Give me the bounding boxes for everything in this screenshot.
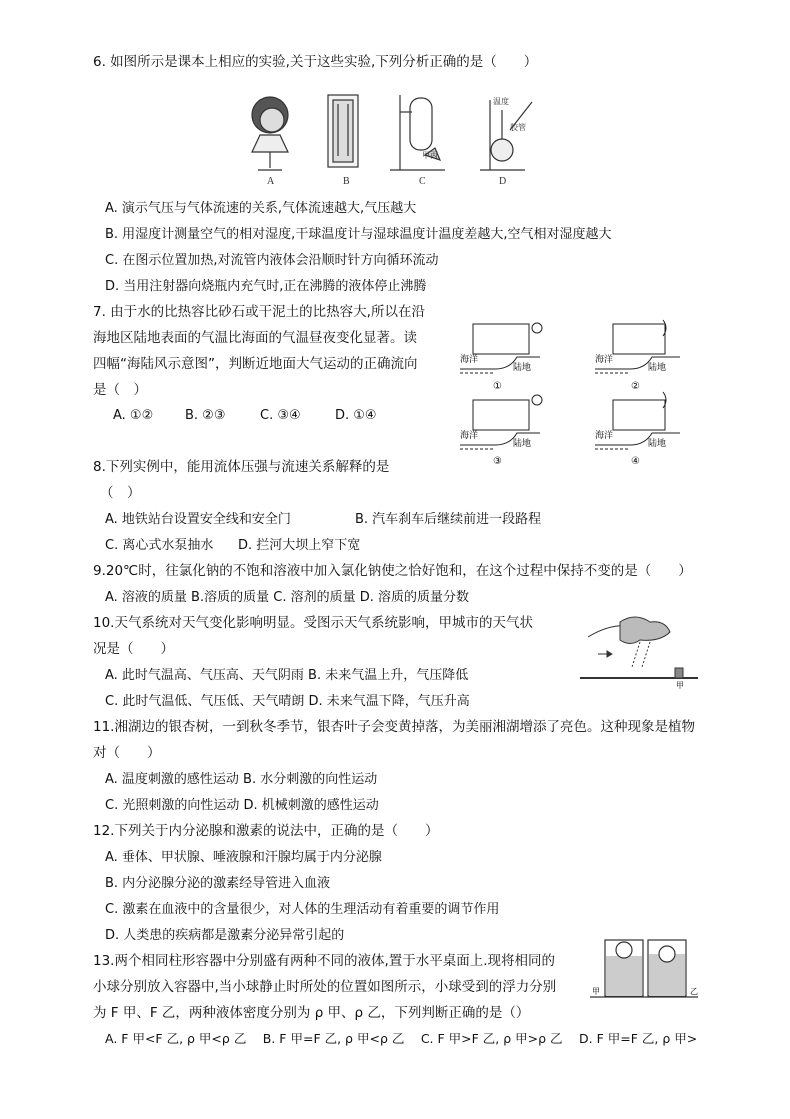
q6-fig-label-a: A bbox=[267, 176, 275, 187]
q6-fig-label-c: C bbox=[419, 176, 426, 187]
q7-land-label-1: 陆地 bbox=[513, 363, 532, 373]
q10-option-ab: A. 此时气温高、气压高、天气阴雨 B. 未来气温上升，气压降低 bbox=[105, 668, 469, 683]
q13-line-2: 小球分别放入容器中,当小球静止时所处的位置如图所示，小球受到的浮力分别 bbox=[93, 979, 557, 995]
q6-stem: 6. 如图所示是课本上相应的实验,关于这些实验,下列分析正确的是（ ） bbox=[93, 54, 538, 70]
q6-fig-c-label: 甲丙 bbox=[422, 151, 438, 160]
q10-weather-front-figure bbox=[580, 612, 700, 690]
q12-option-b: B. 内分泌腺分泌的激素经导管进入血液 bbox=[105, 876, 331, 891]
q8-option-c: C. 离心式水泵抽水 bbox=[105, 538, 214, 553]
q6-option-c: C. 在图示位置加热,对流管内液体会沿顺时针方向循环流动 bbox=[105, 253, 439, 268]
q7-num-2: ② bbox=[631, 381, 640, 392]
q7-line-4: 是（ ） bbox=[93, 382, 147, 398]
q13-line-1: 13.两个相同柱形容器中分别盛有两种不同的液体,置于水平桌面上.现将相同的 bbox=[93, 953, 556, 969]
q10-option-cd: C. 此时气温低、气压低、天气晴朗 D. 未来气温下降，气压升高 bbox=[105, 694, 470, 709]
q6-fig-label-b: B bbox=[343, 176, 350, 187]
q11-option-cd: C. 光照刺激的向性运动 D. 机械刺激的感性运动 bbox=[105, 798, 379, 813]
q7-diagram-2 bbox=[595, 320, 680, 373]
q10-line-2: 况是（ ） bbox=[93, 641, 174, 657]
q6-fig-b-hygrometer bbox=[328, 95, 358, 167]
q7-line-3: 四幅“海陆风示意图”，判断近地面大气运动的正确流向 bbox=[93, 356, 418, 372]
q7-option-b: B. ②③ bbox=[185, 408, 226, 423]
q12-option-a: A. 垂体、甲状腺、唾液腺和汗腺均属于内分泌腺 bbox=[105, 850, 382, 865]
q8-option-d: D. 拦河大坝上窄下宽 bbox=[238, 538, 361, 553]
q7-num-3: ③ bbox=[493, 456, 502, 467]
q8-option-a: A. 地铁站台设置安全线和安全门 bbox=[105, 512, 291, 527]
q7-line-2: 海地区陆地表面的气温比海面的气温昼夜变化显著。读 bbox=[93, 330, 417, 346]
q6-fig-label-d: D bbox=[499, 176, 507, 187]
q11-option-ab: A. 温度刺激的感性运动 B. 水分刺激的向性运动 bbox=[105, 772, 378, 787]
q6-fig-d-flask-syringe bbox=[480, 100, 532, 170]
q7-sea-label-3: 海洋 bbox=[460, 431, 479, 441]
q7-figure bbox=[455, 312, 685, 467]
q13-label-yi: 乙 bbox=[690, 987, 698, 996]
q7-sea-label-2: 海洋 bbox=[595, 355, 614, 365]
q6-option-b: B. 用湿度计测量空气的相对湿度,干球温度计与湿球温度计温度差越大,空气相对湿度越大 bbox=[105, 227, 612, 242]
q7-line-1: 7. 由于水的比热容比砂石或干泥土的比热容大,所以在沿 bbox=[93, 304, 425, 320]
q7-option-d: D. ①④ bbox=[335, 408, 377, 423]
q7-sun-icon-3 bbox=[532, 395, 542, 405]
q10-line-1: 10.天气系统对天气变化影响明显。受图示天气系统影响，甲城市的天气状 bbox=[93, 615, 533, 631]
q7-sun-icon-1 bbox=[532, 323, 542, 333]
q7-option-c: C. ③④ bbox=[260, 408, 301, 423]
q6-fig-d-temp-label: 温度 bbox=[493, 97, 509, 106]
q6-fig-d-tube-label: 胶管 bbox=[510, 123, 526, 132]
q11-line-2: 对（ ） bbox=[93, 745, 161, 761]
q12-option-d: D. 人类患的疾病都是激素分泌异常引起的 bbox=[105, 928, 345, 943]
q7-sea-label-1: 海洋 bbox=[460, 355, 479, 365]
q6-option-a: A. 演示气压与气体流速的关系,气体流速越大,气压越大 bbox=[105, 201, 417, 216]
q13-label-jia: 甲 bbox=[592, 987, 600, 996]
q12-stem: 12.下列关于内分泌腺和激素的说法中，正确的是（ ） bbox=[93, 823, 439, 839]
q8-option-b: B. 汽车刹车后继续前进一段路程 bbox=[355, 512, 542, 527]
q10-city-icon bbox=[675, 668, 683, 678]
q9-options: A. 溶液的质量 B.溶质的质量 C. 溶剂的质量 D. 溶质的质量分数 bbox=[105, 590, 469, 605]
q7-option-a: A. ①② bbox=[113, 408, 154, 423]
q6-fig-a-boy-funnel bbox=[252, 97, 288, 170]
q7-num-1: ① bbox=[493, 381, 502, 392]
q6-figure bbox=[240, 90, 540, 188]
q7-land-label-3: 陆地 bbox=[513, 439, 532, 449]
q10-city-label: 甲 bbox=[676, 681, 684, 690]
q13-line-3: 为 F 甲、F 乙，两种液体密度分别为 ρ 甲、ρ 乙，下列判断正确的是（） bbox=[93, 1005, 530, 1021]
q7-num-4: ④ bbox=[631, 456, 640, 467]
q8-line-2: （ ） bbox=[100, 485, 141, 501]
q11-line-1: 11.湘湖边的银杏树，一到秋冬季节，银杏叶子会变黄掉落，为美丽湘湖增添了亮色。这种现象是植物 bbox=[93, 719, 695, 735]
q8-line-1: 8.下列实例中，能用流体压强与流速关系解释的是 bbox=[93, 459, 390, 475]
q7-land-label-2: 陆地 bbox=[648, 363, 667, 373]
q13-containers-figure bbox=[590, 936, 700, 1002]
q7-sea-label-4: 海洋 bbox=[595, 431, 614, 441]
q7-land-label-4: 陆地 bbox=[648, 439, 667, 449]
q9-stem: 9.20℃时，往氯化钠的不饱和溶液中加入氯化钠使之恰好饱和，在这个过程中保持不变的是（ ） bbox=[93, 563, 692, 579]
q6-option-d: D. 当用注射器向烧瓶内充气时,正在沸腾的液体停止沸腾 bbox=[105, 279, 427, 294]
q12-option-c: C. 激素在血液中的含量很少，对人体的生理活动有着重要的调节作用 bbox=[105, 902, 500, 917]
q13-options: A. F 甲<F 乙, ρ 甲<ρ 乙 B. F 甲=F 乙, ρ 甲<ρ 乙 C. F 甲>F 乙, ρ 甲>ρ 乙 D. F 甲=F 乙, ρ 甲> bbox=[105, 1031, 698, 1046]
